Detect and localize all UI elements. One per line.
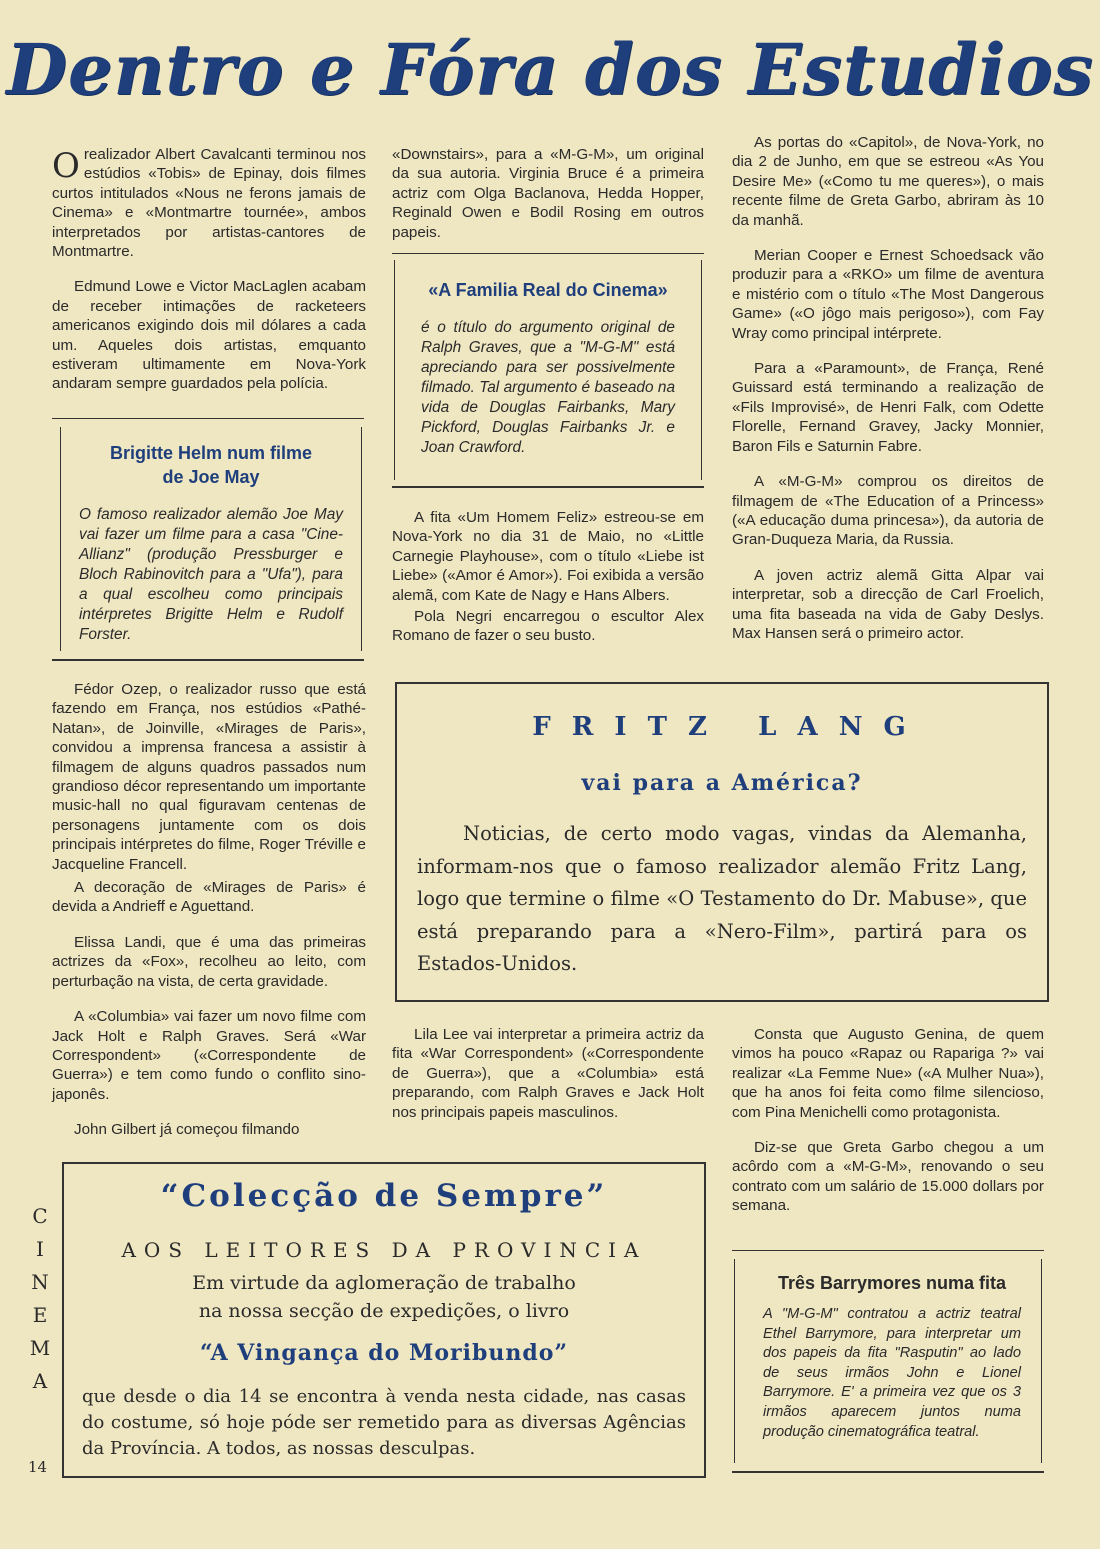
box-title-line-1: Brigitte Helm num filme [109,443,313,463]
article-capitol: As portas do «Capitol», de Nova-York, no dia 2 de Junho, em que se estreou «As You Desire Me» («Como tu me queres»), o mais recente filme de Greta Garbo, abriram às 10 da manhã. [732,134,1044,229]
sidebar-letter: I [36,1237,44,1261]
column-1-top [52,145,366,410]
box-brigitte-helm [52,418,364,661]
article-cooper: Merian Cooper e Ernest Schoedsack vão produzir para a «RKO» um filme de aventura e mistério com o título «The Most Dangerous Game» («O jôgo mais perigoso»), com Fay Wray como principal intérprete. [732,247,1044,342]
article-lila-lee: Lila Lee vai interpretar a primeira actriz da fita «War Correspondent» («Correspondente de Guerra»), que a «Columbia» está preparando, com Ralph Graves e Jack Holt nos principais papeis masculinos. [392,1026,704,1121]
article-mirages-decor: A decoração de «Mirages de Paris» é devida a Andrieff e Aguettand. [52,879,366,916]
colleccao-subtitle: AOS LEITORES DA PROVINCIA [121,1238,647,1262]
colleccao-book-title: “A Vingança do Moribundo” [199,1340,569,1366]
article-pola-negri: Pola Negri encarregou o escultor Alex Romano de fazer o seu busto. [392,608,704,645]
article-fedor-ozep: Fédor Ozep, o realizador russo que está fazendo em França, nos estúdios «Pathé-Natan», de Joinville, «Mirages de Paris», convidou a imprensa francesa a assistir à filmagem de alguns quadros passados num grandioso décor representando um importante music-hall no qual figuravam centenas de personagens juntamente com os dois principais intérpretes do filme, Roger Tréville e Jacqueline Francell. [52,681,366,873]
colleccao-text: que desde o dia 14 se encontra à venda nesta cidade, nas casas do costume, só hoje póde ser remetido para as diversas Agências da Província. A todos, as nossas desculpas. [82,1386,686,1459]
box-title: «A Familia Real do Cinema» [428,280,668,300]
sidebar-letter: E [32,1303,48,1327]
masthead-title: Dentro e Fóra dos Estudios [6,28,1094,111]
article-elissa-landi: Elissa Landi, que é uma das primeiras actrizes da «Fox», recolheu ao leito, com perturbação na vista, de certa gravidade. [52,933,366,990]
column-2-top [392,145,704,258]
box-familia-real [392,253,704,488]
colleccao-title: “Colecção de Sempre” [160,1178,608,1214]
column-2-mid [392,508,704,662]
fritz-subtitle: vai para a América? [581,770,863,796]
article-mgm-princess: A «M-G-M» comprou os direitos de filmagem de «The Education of a Princess» («A educação duma princesa»), da autoria de Gran-Duqueza Maria, da Russia. [732,473,1044,549]
box-fritz-lang [395,682,1049,1002]
sidebar-letter: N [31,1270,49,1294]
article-paramount: Para a «Paramount», de França, René Guissard está terminando a realização de «Fils Improvisé», de Henri Falk, com Odette Florelle, Fernand Gravey, Jacky Monnier, Baron Fils e Saturnin Fabre. [732,360,1044,455]
box-title: Três Barrymores numa fita [777,1273,1007,1293]
box-colleccao [62,1162,706,1478]
article-genina: Consta que Augusto Genina, de quem vimos ha pouco «Rapaz ou Rapariga ?» vai realizar «La Femme Nue» («A Mulher Nua»), que ha anos foi feita como filme silencioso, com Pina Menichelli como protagonista. [732,1026,1044,1121]
fritz-text: Noticias, de certo modo vagas, vindas da Alemanha, informam-nos que o famoso realizador alemão Fritz Lang, logo que termine o filme «O Testamento do Dr. Mabuse», que está preparando para a «Nero-Film», partirá para os Estados-Unidos. [417,822,1027,975]
fritz-title: F R I T Z L A N G [532,712,912,742]
article-columbia: A «Columbia» vai fazer um novo filme com Jack Holt e Ralph Graves. Será «War Correspondent» («Correspondente de Guerra») e tem como fundo o conflito sino-japonês. [52,1008,366,1103]
box-text: A "M-G-M" contratou a actriz teatral Ethel Barrymore, para interpretar um dos papeis da fita "Rasputin" ao lado de seus irmãos John e Lionel Barrymore. E' a primeira vez que os 3 irmãos aparecem juntos numa produção cinematográfica teatral. [763,1306,1021,1440]
article-john-gilbert: John Gilbert já começou filmando [74,1121,300,1139]
article-gitta-alpar: A joven actriz alemã Gitta Alpar vai interpretar, sob a direcção de Carl Froelich, uma fita baseada na vida de Gaby Deslys. Max Hansen será o primeiro actor. [732,566,1044,642]
box-title-line-2: de Joe May [162,467,260,487]
page-number: 14 [28,1458,48,1476]
column-2-bottom [392,1025,704,1138]
sidebar-letter: A [32,1369,48,1393]
colleccao-line-2: na nossa secção de expedições, o livro [198,1300,570,1322]
box-text: é o título do argumento original de Ralph Graves, que a "M-G-M" está apreciando para ser possivelmente filmado. Tal argumento é baseado na vida de Douglas Fairbanks, Mary Pickford, Douglas Fairbanks Jr. e Joan Crawford. [421,319,675,456]
sidebar-cinema [28,1200,52,1398]
column-3-top [732,133,1044,659]
column-1-bottom [52,680,366,1156]
colleccao-line-1: Em virtude da aglomeração de trabalho [192,1272,576,1294]
sidebar-letter: M [29,1336,51,1360]
article-lowe-maclaglen: Edmund Lowe e Victor MacLaglen acabam de receber intimações de racketeers americanos exigindo dois mil dólares a cada um. Aqueles dois artistas, emquanto estiveram ultimamente em Nova-York andaram sempre guardados pela polícia. [52,278,366,393]
article-downstairs: «Downstairs», para a «M-G-M», um original da sua autoria. Virginia Bruce é a primeira actriz com Olga Baclanova, Hedda Hopper, Reginald Owen e Bodil Rosing em outros papeis. [392,146,704,241]
box-text: O famoso realizador alemão Joe May vai fazer um filme para a casa "Cine-Allianz" (produção Pressburger e Bloch Rabinovitch para a "Ufa"), para a qual escolheu como principais intérpretes Brigitte Helm e Rudolf Forster. [79,506,343,643]
column-3-bottom [732,1025,1044,1232]
article-cavalcanti: Orealizador Albert Cavalcanti terminou nos estúdios «Tobis» de Epinay, dois filmes curtos intitulados «Nous ne ferons jamais de Cinema» e «Montmartre tournée», ambos interpretados por artistas-cantores de Montmartre. [52,146,366,261]
sidebar-letter: C [32,1204,48,1228]
article-garbo-contract: Diz-se que Greta Garbo chegou a um acôrdo com a «M-G-M», renovando o seu contrato com um salário de 15.000 dollars por semana. [732,1139,1044,1215]
drop-cap: O [52,146,80,186]
article-homem-feliz: A fita «Um Homem Feliz» estreou-se em Nova-York no dia 31 de Maio, no «Little Carnegie Playhouse», com o título «Liebe ist Liebe» («Amor é Amor»). Foi exibida a versão alemã, com Kate de Nagy e Hans Albers. [392,509,704,604]
box-barrymores [732,1250,1044,1473]
